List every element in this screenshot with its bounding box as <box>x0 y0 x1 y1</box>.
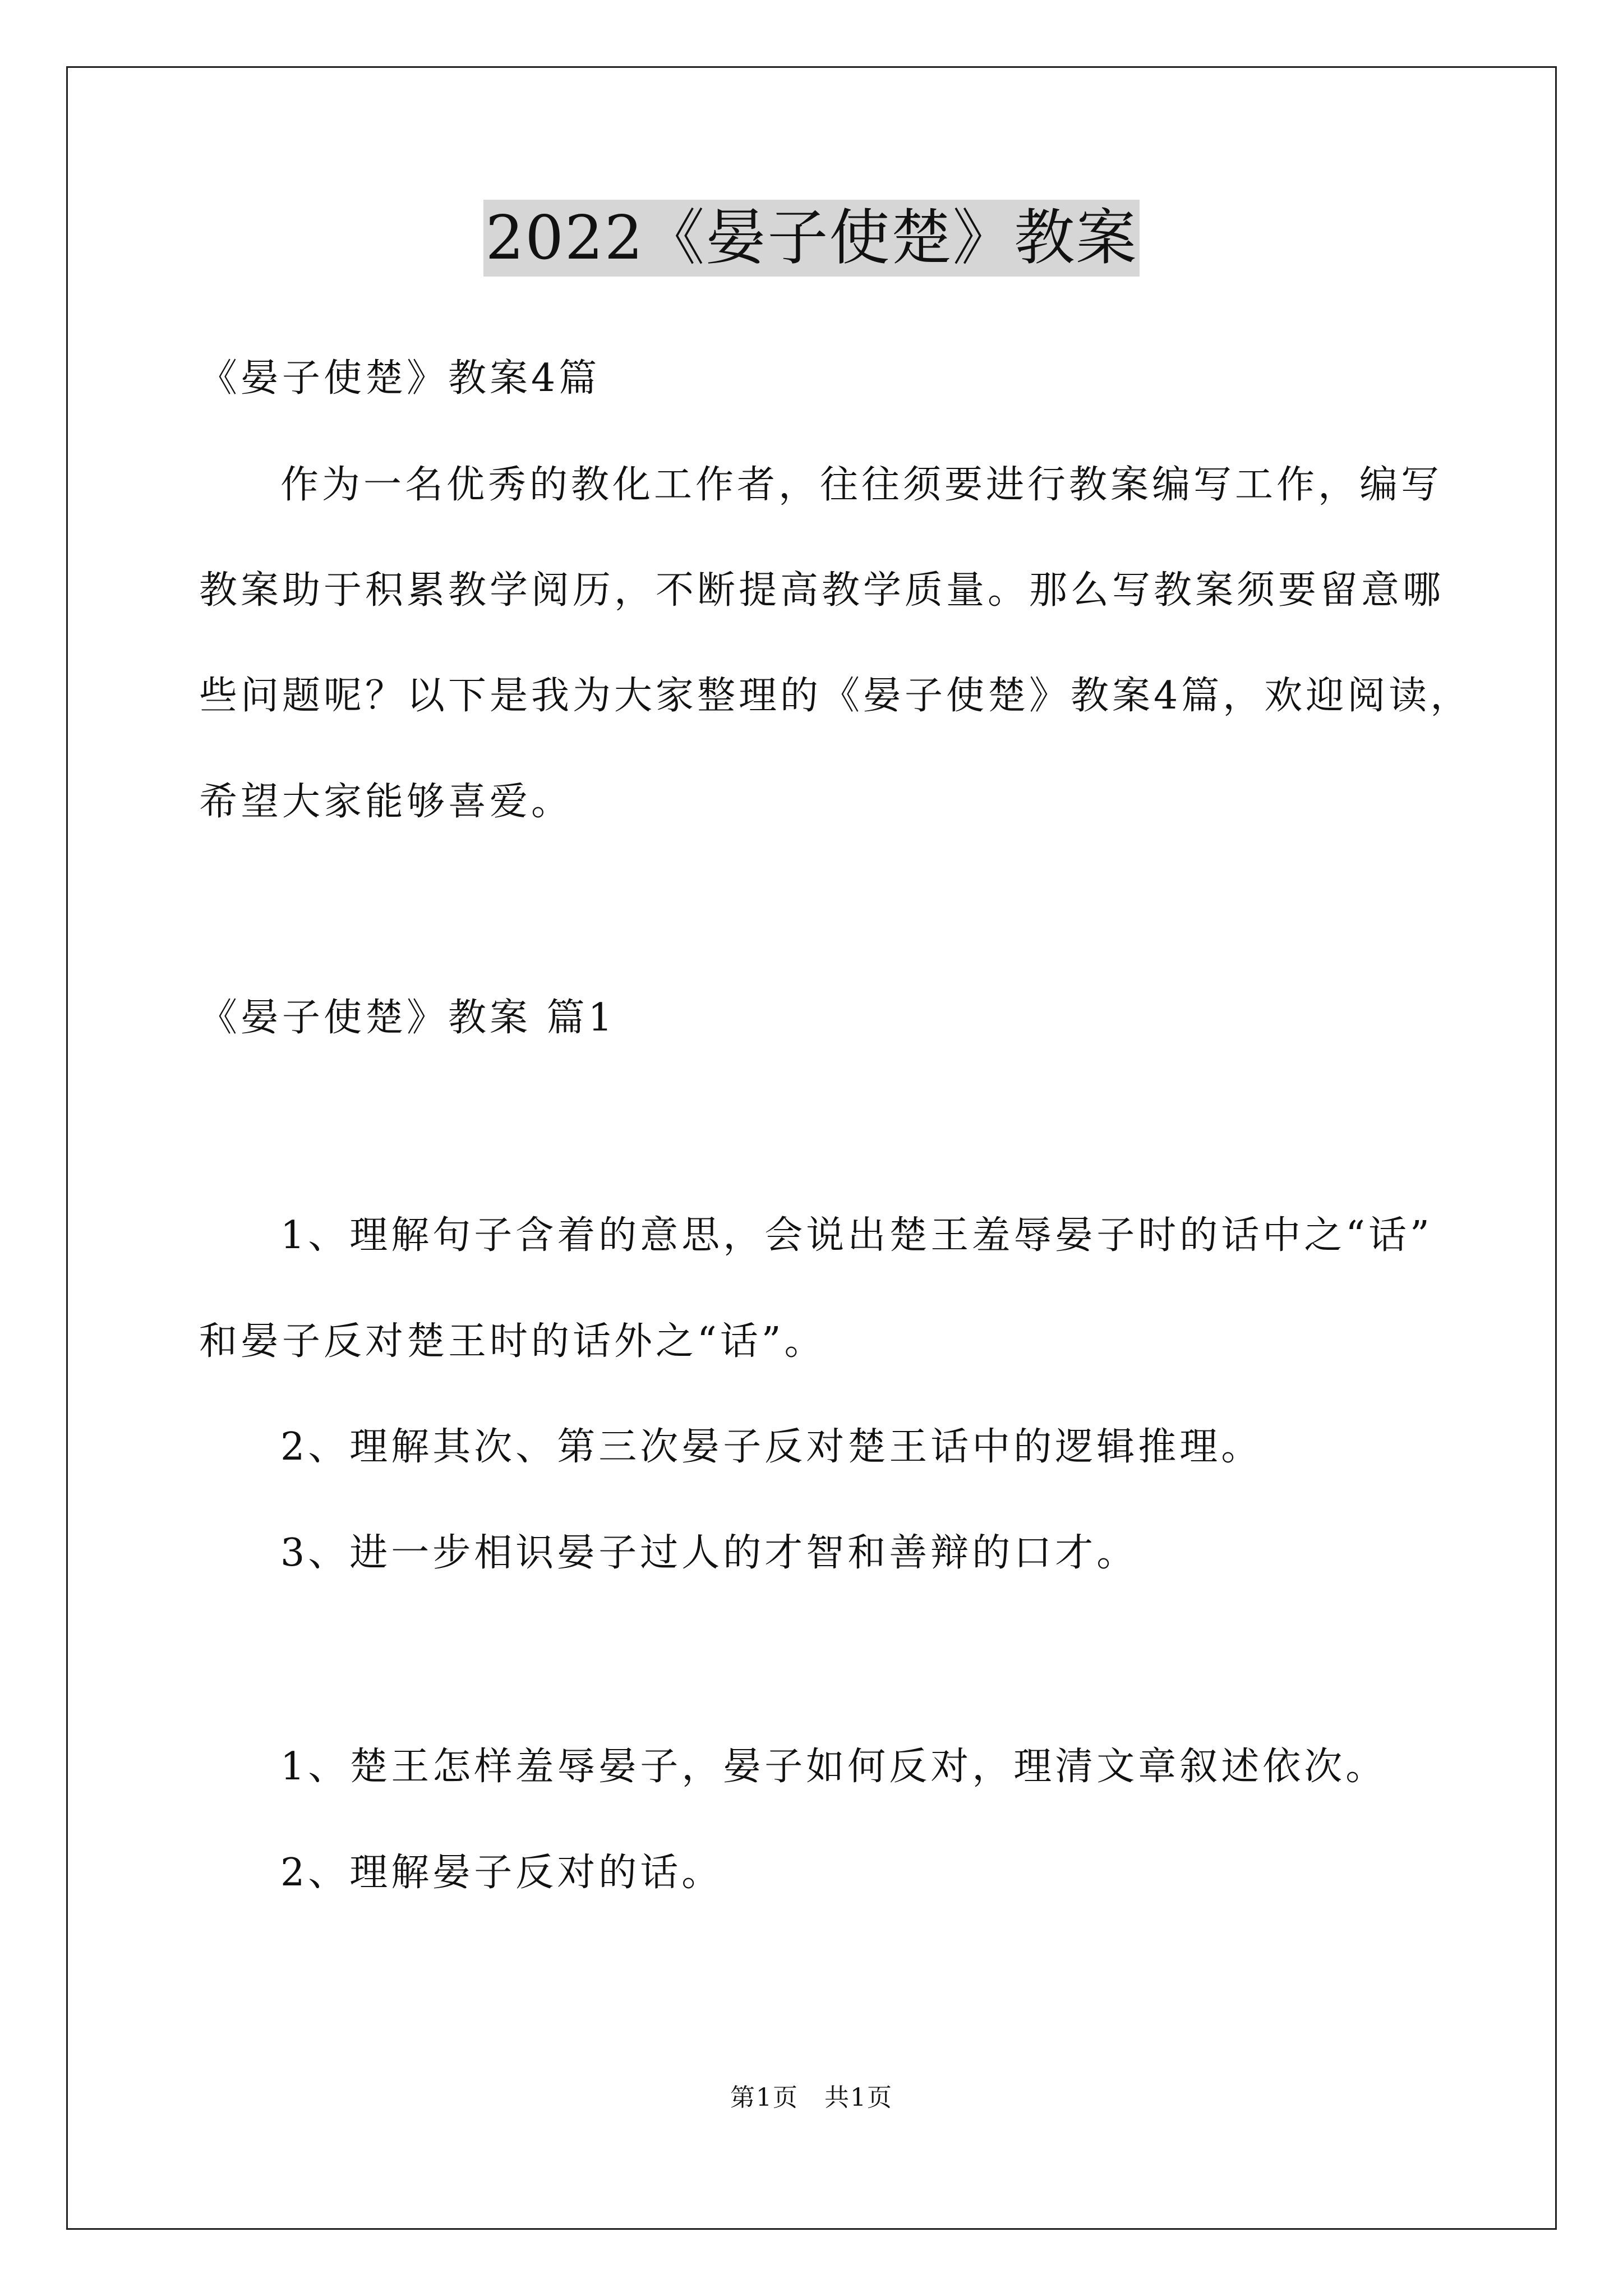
key-point-1: 1、楚王怎样羞辱晏子，晏子如何反对，理清文章叙述依次。 <box>280 1745 1387 1789</box>
intro-line-2: 教案助于积累教学阅历，不断提高教学质量。那么写教案须要留意哪 <box>199 568 1445 613</box>
document-title-text: 2022《晏子使楚》教案 <box>483 200 1140 277</box>
page-footer: 第1页 共1页 <box>730 2083 893 2112</box>
intro-line-1: 作为一名优秀的教化工作者，往往须要进行教案编写工作，编写 <box>280 463 1443 507</box>
goal-line-3: 2、理解其次、第三次晏子反对楚王话中的逻辑推理。 <box>280 1425 1263 1469</box>
intro-line-4: 希望大家能够喜爱。 <box>199 780 573 824</box>
subtitle: 《晏子使楚》教案4篇 <box>199 356 601 401</box>
document-title <box>0 199 1623 278</box>
goal-line-4: 3、进一步相识晏子过人的才智和善辩的口才。 <box>280 1531 1138 1575</box>
goal-line-1: 1、理解句子含着的意思，会说出楚王羞辱晏子时的话中之“话” <box>280 1213 1433 1258</box>
goal-line-2: 和晏子反对楚王时的话外之“话”。 <box>199 1319 826 1364</box>
section-heading: 《晏子使楚》教案 篇1 <box>199 996 616 1040</box>
key-point-2: 2、理解晏子反对的话。 <box>280 1851 723 1895</box>
intro-line-3: 些问题呢？以下是我为大家整理的《晏子使楚》教案4篇，欢迎阅读， <box>199 674 1472 718</box>
